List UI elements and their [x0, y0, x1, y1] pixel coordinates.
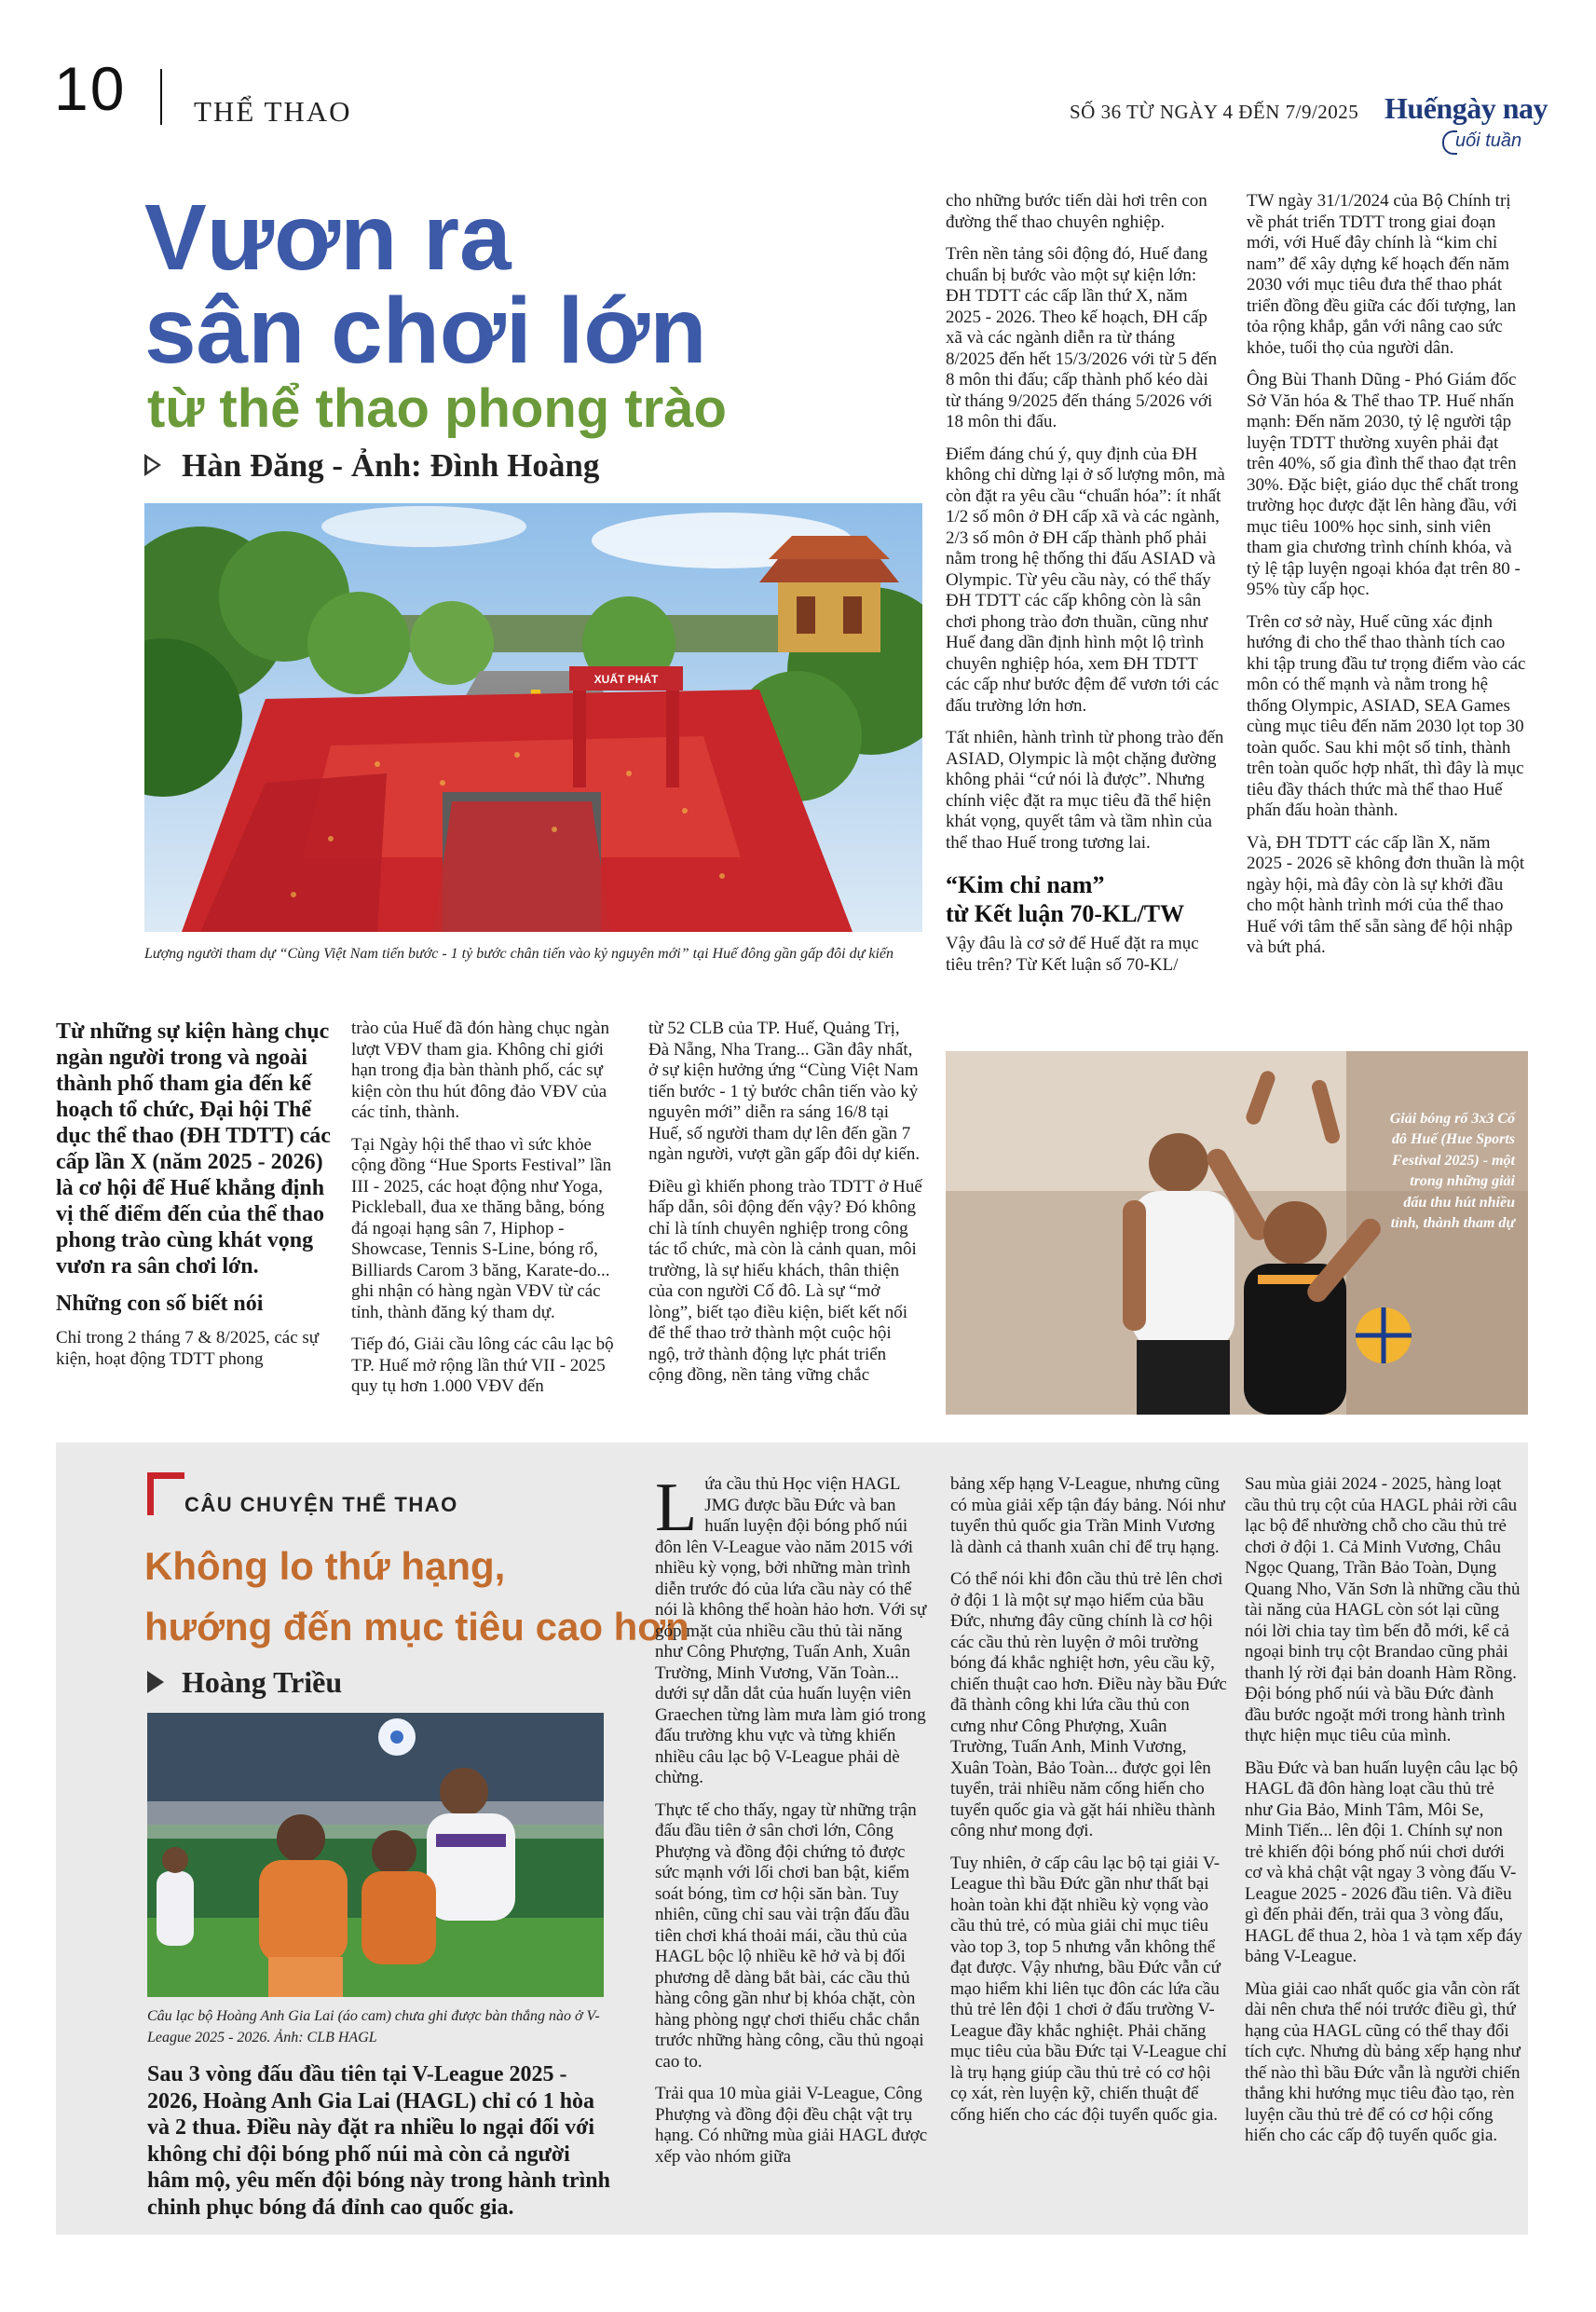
story-paragraph: ứa cầu thủ Học viện HAGL JMG được bầu Đức và ban huấn luyện đội bóng phố núi đôn lên V-League vào năm 2015 với nhiều kỳ vọng, bởi những màn trình diễn trước đó của lứa cầu này có thể nói là không thể hoàn hảo hơn. Với sự góp mặt của nhiều cầu thủ tài năng như Công Phượng, Tuấn Anh, Xuân Trường, Minh Vương, Văn Toàn... dưới sự dẫn dắt của huấn luyện viên Graechen từng làm mưa làm gió trong đấu trường khu vực và từng khiến nhiều câu lạc bộ V-League phải dè chừng.	[655, 1474, 927, 1787]
article-paragraph: Ông Bùi Thanh Dũng - Phó Giám đốc Sở Văn hóa & Thể thao TP. Huế nhấn mạnh: Đến năm 2030, tỷ lệ người tập luyện TDTT thường xuyên phải đạt trên 40%, số gia đình thể thao đạt trên 30%. Đặc biệt, giáo dục thể chất trong trường học được đặt lên hàng đầu, với mục tiêu 100% học sinh, sinh viên tham gia chương trình chính khóa, và tỷ lệ tập luyện ngoại khóa đạt trên 80 - 95% tùy cấp học.	[1247, 370, 1521, 599]
hero-photo-caption: Lượng người tham dự “Cùng Việt Nam tiến bước - 1 tỷ bước chân tiến vào kỷ nguyên mới” tại Huế đông gần gấp đôi dự kiến	[144, 946, 893, 962]
article-paragraph: Chỉ trong 2 tháng 7 & 8/2025, các sự kiện, hoạt động TDTT phong	[56, 1328, 320, 1369]
story-paragraph: Sau mùa giải 2024 - 2025, hàng loạt cầu thủ trụ cột của HAGL phải rời câu lạc bộ để nhường chỗ cho cầu thủ trẻ chơi ở đội 1. Cả Minh Vương, Châu Ngọc Quang, Trần Bảo Toàn, Dụng Quang Nho, Văn Sơn là những cầu thủ tài năng của HAGL còn sót lại cũng nói lời chia tay tìm bến đỗ mới, kể cả ngoại binh trụ cột Brandao cũng phải thanh lý rời đại bản doanh Hàm Rồng. Đội bóng phố núi và bầu Đức đành đầu bước ngoặt mới trong hành trình thực hiện mục tiêu của mình.	[1245, 1474, 1521, 1745]
article-column-5	[1247, 191, 1526, 970]
article-byline: Hàn Đăng - Ảnh: Đình Hoàng	[182, 447, 600, 484]
section-corner-mark-icon	[147, 1472, 184, 1515]
story-column-2	[950, 1474, 1228, 2137]
article-title-line-1: Vươn ra	[144, 185, 512, 290]
article-paragraph: Tại Ngày hội thể thao vì sức khỏe cộng đồng “Hue Sports Festival” lần III - 2025, các hoạt động như Yoga, Pickleball, đua xe thăng bằng, bóng đá ngoại hạng sân 7, Hiphop - Showcase, Tennis S-Line, bóng rổ, Billiards Carom 3 băng, Karate-do... ghi nhận có hàng ngàn VĐV từ các tỉnh, thành đăng ký tham dự.	[351, 1134, 612, 1322]
article-paragraph: từ 52 CLB của TP. Huế, Quảng Trị, Đà Nẵng, Nha Trang... Gần đây nhất, ở sự kiện hưởng ứng “Cùng Việt Nam tiến bước - 1 tỷ bước chân tiến vào kỷ nguyên mới” diễn ra sáng 16/8 tại Huế, số người tham dự lên đến gần 7 ngàn người, vượt gần gấp đôi dự kiến.	[648, 1019, 921, 1164]
article-subtitle: từ thể thao phong trào	[147, 378, 727, 439]
newspaper-logo: Huếngày nay	[1385, 91, 1548, 125]
story-title-line-2: hướng đến mục tiêu cao hơn	[144, 1605, 689, 1648]
newspaper-logo-subtitle: uối tuần	[1455, 130, 1522, 151]
story-paragraph: Trải qua 10 mùa giải V-League, Công Phượng và đồng đội đều chật vật trụ hạng. Có những mùa giải HAGL được xếp vào nhóm giữa	[655, 2084, 928, 2167]
article-column-3	[648, 1019, 923, 1398]
article-paragraph: Vậy đâu là cơ sở để Huế đặt ra mục tiêu trên? Từ Kết luận số 70-KL/	[946, 934, 1199, 975]
article-paragraph: Tiếp đó, Giải cầu lông các câu lạc bộ TP. Huế mở rộng lần thứ VII - 2025 quy tụ hơn 1.000 VĐV đến	[351, 1334, 614, 1396]
story-paragraph: Tuy nhiên, ở cấp câu lạc bộ tại giải V-League thì bầu Đức gần như thất bại hoàn toàn khi đặt nhiều kỳ vọng vào cầu thủ trẻ, có mùa giải chỉ mục tiêu vào top 3, top 5 nhưng vẫn không thể đạt được. Vậy nhưng, bầu Đức vẫn cứ mạo hiểm khi liên tục đôn các lứa cầu thủ trẻ lên đội 1 chơi ở đấu trường V-League đầy khắc nghiệt. Phải chăng mục tiêu của bầu Đức tại V-League chỉ là trụ hạng giúp cầu thủ trẻ có cơ hội cọ xát, rèn luyện kỹ, chiến thuật để cống hiến cho các đội tuyển quốc gia.	[950, 1853, 1227, 2125]
article-paragraph: Điểm đáng chú ý, quy định của ĐH không chỉ dừng lại ở số lượng môn, mà còn đặt ra yêu cầu “chuẩn hóa”: ít nhất 1/2 số môn ở ĐH cấp xã và các ngành, 2/3 số môn ở ĐH cấp thành phố phải nằm trong hệ thống thi đấu ASIAD và Olympic. Từ yêu cầu này, có thể thấy ĐH TDTT các cấp không còn là sân chơi phong trào đơn thuần, cũng như Huế đang dần định hình một lộ trình chuyên nghiệp hóa, xem ĐH TDTT các cấp như bước đệm để vươn tới các đấu trường lớn hơn.	[946, 444, 1225, 716]
story-byline-arrow-icon	[147, 1671, 164, 1693]
article-lead: Từ những sự kiện hàng chục ngàn người trong và ngoài thành phố tham gia đến kế hoạch tổ chức, Đại hội Thể dục thể thao (ĐH TDTT) các cấp lần X (năm 2025 - 2026) là cơ hội để Huế khẳng định vị thế điểm đến của thể thao phong trào cùng khát vọng vươn ra sân chơi lớn.	[56, 1019, 331, 1279]
basketball-photo-caption: Giải bóng rổ 3x3 Cố đô Huế (Hue Sports Festival 2025) - một trong những giải đấu thu hút nhiều tỉnh, thành tham dự	[1389, 1111, 1515, 1231]
article-paragraph: Điều gì khiến phong trào TDTT ở Huế hấp dẫn, sôi động đến vậy? Đó không chỉ là tính chuyên nghiệp trong công tác tổ chức, mà còn là cảnh quan, môi trường, là sự hiếu khách, thân thiện của con người Cố đô. Là sự “mở lòng”, biết tạo điều kiện, biết kết nối để thể thao trở thành một cuộc hội ngộ, trở thành động lực phát triển cộng đồng, nền tảng vững chắc	[648, 1176, 922, 1385]
story-lead: Sau 3 vòng đấu đầu tiên tại V-League 2025 - 2026, Hoàng Anh Gia Lai (HAGL) chỉ có 1 hòa và 2 thua. Điều này đặt ra nhiều lo ngại đối với không chỉ đội bóng phố núi mà còn cả người hâm mộ, yêu mến đội bóng này trong hành trình chinh phục bóng đá đỉnh cao quốc gia.	[147, 2062, 610, 2220]
article-paragraph: cho những bước tiến dài hơi trên con đường thể thao chuyên nghiệp.	[946, 191, 1207, 232]
soccer-photo	[147, 1713, 604, 1997]
article-paragraph: TW ngày 31/1/2024 của Bộ Chính trị về phát triển TDTT trong giai đoạn mới, với Huế đây chính là “kim chỉ nam” để xây dựng kế hoạch đến năm 2030 với mục tiêu đưa thể thao phát triển đồng đều giữa các đối tượng, lan tỏa rộng khắp, gắn với nâng cao sức khỏe, tuổi thọ của người dân.	[1247, 191, 1517, 358]
hero-photo-crowd-event	[144, 503, 922, 932]
story-paragraph: bảng xếp hạng V-League, nhưng cũng có mùa giải xếp tận đáy bảng. Nói như tuyển thủ quốc gia Trần Minh Vương là dành cả thanh xuân chỉ để trụ hạng.	[950, 1474, 1225, 1557]
article-paragraph: Tất nhiên, hành trình từ phong trào đến ASIAD, Olympic là một chặng đường không phải “cứ nói là được”. Nhưng chính việc đặt ra mục tiêu đã thể hiện khát vọng, quyết tâm và tầm nhìn của thể thao Huế trong tương lai.	[946, 728, 1224, 853]
article-paragraph: Trên nền tảng sôi động đó, Huế đang chuẩn bị bước vào một sự kiện lớn: ĐH TDTT các cấp lần thứ X, năm 2025 - 2026. Theo kế hoạch, ĐH cấp xã và các ngành diễn ra từ tháng 8/2025 đến hết 15/3/2026 với từ 5 đến 8 môn thi đấu; cấp thành phố kéo dài từ tháng 9/2025 đến tháng 5/2026 với 18 môn thi đấu.	[946, 244, 1218, 431]
story-dropcap: L	[655, 1470, 698, 1546]
section-label: THỂ THAO	[194, 95, 352, 128]
article-paragraph: Trên cơ sở này, Huế cũng xác định hướng đi cho thể thao thành tích cao khi tập trung đầu tư trọng điểm vào các môn có thế mạnh và nằm trong hệ thống Olympic, ASIAD, SEA Games cùng mục tiêu đến năm 2030 lọt top 30 toàn quốc. Sau khi một số tỉnh, thành trên toàn quốc hợp nhất, thì đây là mục tiêu đầy thách thức mà thể thao Huế phấn đấu hoàn thành.	[1247, 611, 1526, 820]
story-section-label: CÂU CHUYỆN THỂ THAO	[184, 1493, 458, 1516]
article-subhead-numbers: Những con số biết nói	[56, 1292, 264, 1316]
article-column-2	[351, 1019, 617, 1409]
issue-info: SỐ 36 TỪ NGÀY 4 ĐẾN 7/9/2025	[1070, 101, 1359, 123]
story-title-line-1: Không lo thứ hạng,	[144, 1544, 506, 1588]
page-number: 10	[54, 54, 127, 123]
story-paragraph: Bầu Đức và ban huấn luyện câu lạc bộ HAGL đã đôn hàng loạt cầu thủ trẻ như Gia Bảo, Minh Tâm, Môi Se, Minh Tiến... lên đội 1. Chính sự non trẻ khiến đội bóng phố núi chơi dưới cơ và khả chật vật ngay 3 vòng đấu V-League 2025 - 2026 đầu tiên. Và điều gì đến phải đến, trải qua 3 vòng đấu, HAGL để thua 2, hòa 1 và tạm xếp đáy bảng V-League.	[1245, 1758, 1522, 1966]
story-paragraph: Mùa giải cao nhất quốc gia vẫn còn rất dài nên chưa thể nói trước điều gì, thứ hạng của HAGL cũng có thể thay đổi tích cực. Nhưng dù bảng xếp hạng như thế nào thì bầu Đức vẫn là người chiến thắng khi hướng mục tiêu đào tạo, rèn luyện cầu thủ trẻ để có cơ hội cống hiến cho các cấp độ tuyển quốc gia.	[1245, 1978, 1521, 2145]
story-column-1	[655, 1470, 930, 2179]
soccer-photo-caption: Câu lạc bộ Hoàng Anh Gia Lai (áo cam) chưa ghi được bàn thắng nào ở V-League 2025 - 2026. Ảnh: CLB HAGL	[147, 2008, 600, 2046]
header-divider	[160, 69, 162, 125]
article-paragraph: trào của Huế đã đón hàng chục ngàn lượt VĐV tham gia. Không chỉ giới hạn trong địa bàn thành phố, các sự kiện còn thu hút đông đảo VĐV của các tỉnh, thành.	[351, 1019, 609, 1122]
article-paragraph: Và, ĐH TDTT các cấp lần X, năm 2025 - 2026 sẽ không đơn thuần là một ngày hội, mà đây còn là sự khởi đầu cho một hành trình mới của thể thao Huế với tâm thế sẵn sàng để hội nhập và bứt phá.	[1247, 832, 1525, 957]
story-column-3	[1245, 1474, 1522, 2158]
story-paragraph: Thực tế cho thấy, ngay từ những trận đấu đầu tiên ở sân chơi lớn, Công Phượng và đồng đội chứng tỏ được sức mạnh với lối chơi ban bật, kiểm soát bóng, tìm cơ hội săn bàn. Tuy nhiên, cũng chỉ sau vài trận đấu đầu tiên chơi khá thoải mái, cầu thủ của HAGL bộc lộ nhiều kẽ hở và bị đối phương dễ dàng bắt bài, các cầu thủ hàng công gần như bị khóa chặt, còn hàng phòng ngự chơi thiếu chắc chắn trước những hàng công, cầu thủ ngoại cao to.	[655, 1799, 924, 2072]
article-column-4	[946, 191, 1225, 987]
start-gate-banner: XUẤT PHÁT	[593, 673, 659, 686]
article-column-1	[56, 1019, 335, 1381]
article-subhead-kim-chi-nam: “Kim chỉ nam”	[946, 871, 1105, 898]
article-subhead-ket-luan: từ Kết luận 70-KL/TW	[946, 900, 1185, 927]
story-byline: Hoàng Triều	[182, 1665, 343, 1699]
byline-arrow-icon	[144, 454, 161, 476]
story-paragraph: Có thể nói khi đôn cầu thủ trẻ lên chơi ở đội 1 là một sự mạo hiểm của bầu Đức, nhưng đây cũng chính là cơ hội các cầu thủ rèn luyện ở môi trường bóng đá khắc nghiệt hơn, yêu cầu kỹ, chiến thuật cao hơn. Điều này bầu Đức đã thành công khi lứa cầu thủ con cưng như Công Phượng, Xuân Trường, Tuấn Anh, Minh Vương, Xuân Toàn, Bảo Toàn... được gọi lên tuyển, trải nhiều năm cống hiến cho tuyển quốc gia và gặt hái nhiều thành công như mong đợi.	[950, 1569, 1227, 1840]
article-title-line-2: sân chơi lớn	[144, 279, 707, 383]
